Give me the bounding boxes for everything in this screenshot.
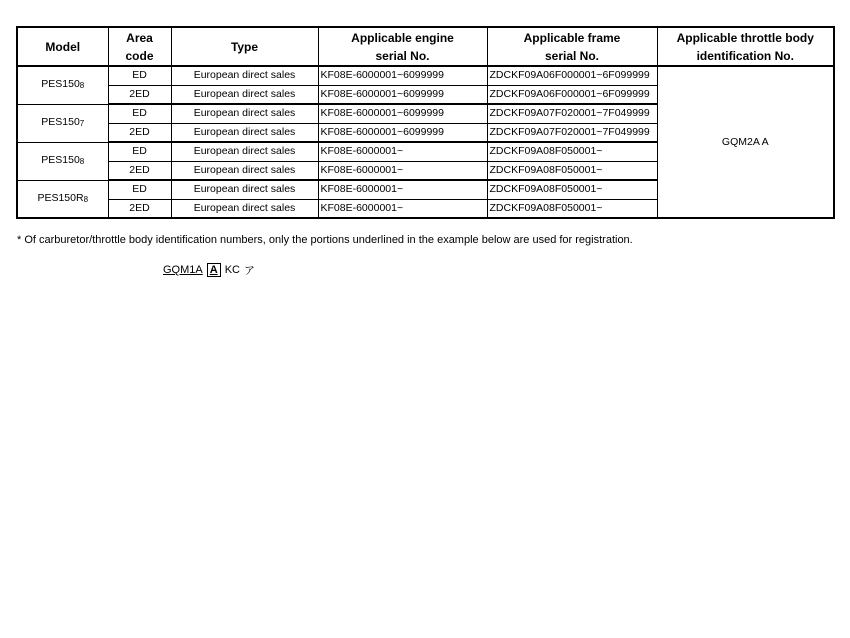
area-code-cell: 2ED (108, 199, 171, 218)
model-cell: $PES150_8$ (17, 66, 108, 104)
engine-serial-cell: KF08E-6000001~ (318, 180, 487, 199)
throttle-id-cell: GQM2A A (657, 66, 834, 218)
example-boxed-char: A (207, 263, 221, 277)
identification-example (163, 262, 255, 278)
type-cell: European direct sales (171, 161, 318, 180)
engine-serial-cell: KF08E-6000001~6099999 (318, 123, 487, 142)
registration-note: * Of carburetor/throttle body identification numbers, only the portions underlined in the example below are used for registration. (17, 234, 633, 246)
area-code-cell: 2ED (108, 85, 171, 104)
frame-serial-cell: ZDCKF09A06F000001~6F099999 (487, 66, 657, 85)
type-cell: European direct sales (171, 199, 318, 218)
engine-serial-cell: KF08E-6000001~6099999 (318, 85, 487, 104)
header-throttle-id: Applicable throttle body identification No. (657, 27, 834, 66)
area-code-cell: ED (108, 66, 171, 85)
type-cell: European direct sales (171, 66, 318, 85)
model-cell: $PES150_7$ (17, 104, 108, 142)
area-code-cell: ED (108, 180, 171, 199)
type-cell: European direct sales (171, 85, 318, 104)
frame-serial-cell: ZDCKF09A07F020001~7F049999 (487, 104, 657, 123)
area-code-cell: 2ED (108, 161, 171, 180)
type-cell: European direct sales (171, 123, 318, 142)
table-header-row (17, 27, 834, 66)
frame-serial-cell: ZDCKF09A06F000001~6F099999 (487, 85, 657, 104)
engine-serial-cell: KF08E-6000001~ (318, 199, 487, 218)
area-code-cell: ED (108, 104, 171, 123)
engine-serial-cell: KF08E-6000001~ (318, 161, 487, 180)
header-area-code: Area code (108, 27, 171, 66)
frame-serial-cell: ZDCKF09A08F050001~ (487, 180, 657, 199)
area-code-cell: 2ED (108, 123, 171, 142)
frame-serial-cell: ZDCKF09A07F020001~7F049999 (487, 123, 657, 142)
example-part-kc: KC (224, 264, 240, 276)
table-row (17, 66, 834, 85)
area-code-cell: ED (108, 142, 171, 161)
frame-serial-cell: ZDCKF09A08F050001~ (487, 161, 657, 180)
engine-serial-cell: KF08E-6000001~6099999 (318, 66, 487, 85)
frame-serial-cell: ZDCKF09A08F050001~ (487, 142, 657, 161)
type-cell: European direct sales (171, 180, 318, 199)
engine-serial-cell: KF08E-6000001~ (318, 142, 487, 161)
header-frame-serial: Applicable frame serial No. (487, 27, 657, 66)
registration-table (16, 26, 835, 219)
model-cell: $PES150_8$ (17, 142, 108, 180)
model-cell: $PES150R_8$ (17, 180, 108, 218)
type-cell: European direct sales (171, 142, 318, 161)
example-part-katakana: ア (243, 265, 255, 277)
engine-serial-cell: KF08E-6000001~6099999 (318, 104, 487, 123)
type-cell: European direct sales (171, 104, 318, 123)
example-underlined-part: GQM1A (163, 264, 203, 276)
header-model: Model (17, 27, 108, 66)
header-type: Type (171, 27, 318, 66)
frame-serial-cell: ZDCKF09A08F050001~ (487, 199, 657, 218)
header-engine-serial: Applicable engine serial No. (318, 27, 487, 66)
